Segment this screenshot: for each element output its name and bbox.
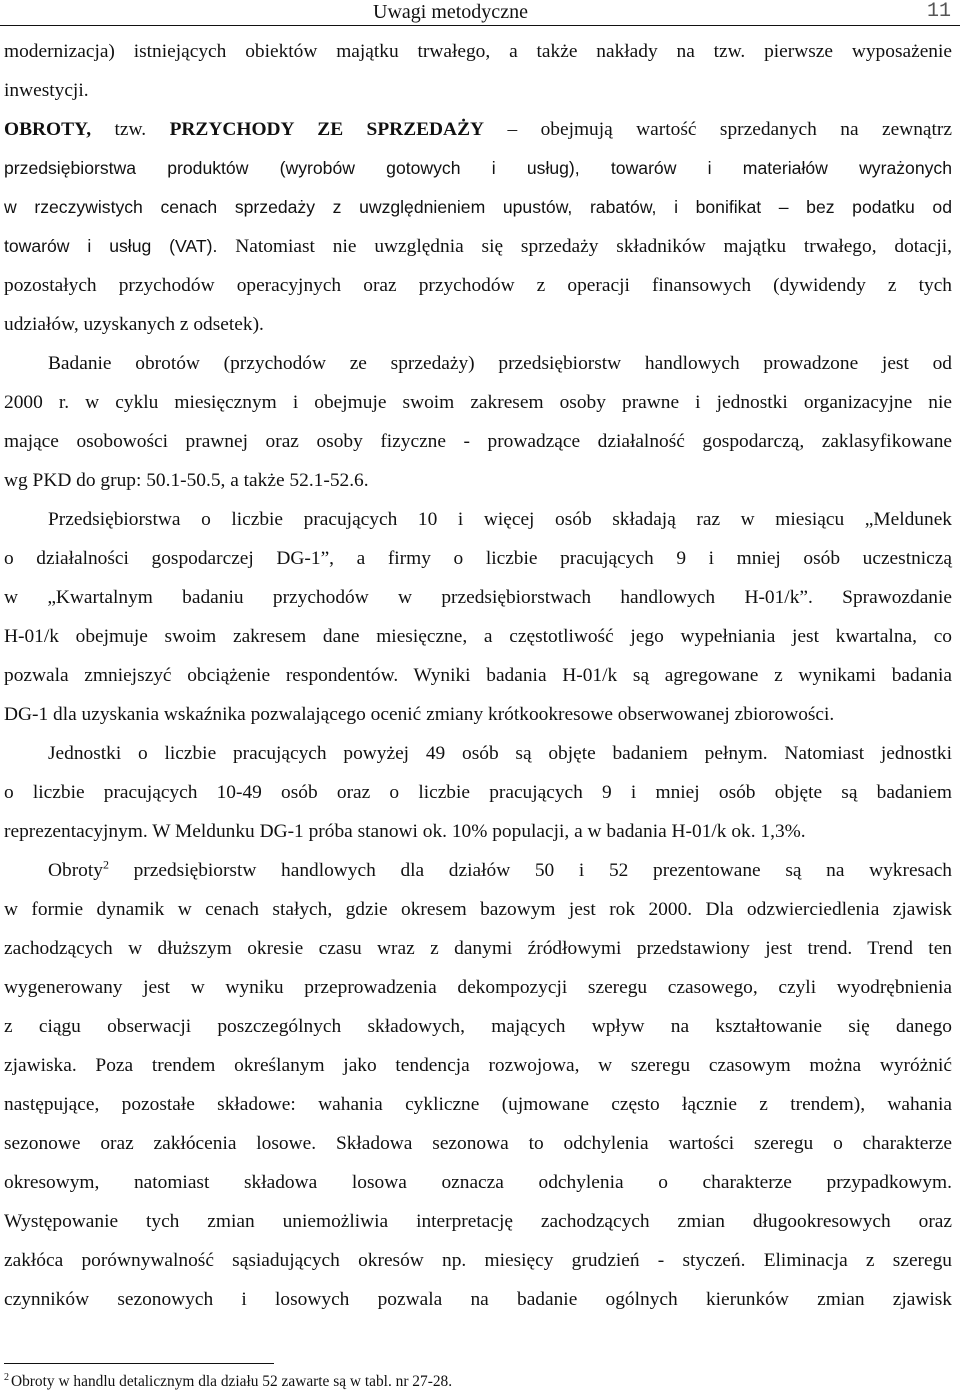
text-line: okresowym, natomiast składowa losowa oznacza odchylenia o charakterze przypadkowym.: [4, 1172, 952, 1193]
text-line: zjawiska. Poza trendem określanym jako tendencja rozwojowa, w szeregu czasowym można wyróżnić: [4, 1055, 952, 1076]
document-body: [4, 32, 952, 1319]
text-line: pozostałych przychodów operacyjnych oraz przychodów z operacji finansowych (dywidendy z tych: [4, 275, 952, 296]
header-rule: [0, 25, 960, 26]
text-fragment: towarów i usług (VAT).: [4, 236, 218, 256]
text-line: [4, 227, 952, 266]
paragraph-4: [4, 500, 952, 734]
text-line: H-01/k obejmuje swoim zakresem dane miesięczne, a częstotliwość jego wypełniania jest kwartalna, co: [4, 626, 952, 647]
text-line: zakłóca porównywalność sąsiadujących okresów np. miesięcy grudzień - styczeń. Eliminacja z szeregu: [4, 1250, 952, 1271]
text-line: [4, 110, 952, 149]
text-tzw: tzw.: [114, 119, 147, 140]
running-header: [0, 0, 960, 26]
footnote-text: Obroty w handlu detalicznym dla działu 52 zawarte są w tabl. nr 27-28.: [11, 1373, 453, 1390]
text-line: następujące, pozostałe składowe: wahania cykliczne (ujmowane często łącznie z trendem), wahania: [4, 1094, 952, 1115]
text-line: Badanie obrotów (przychodów ze sprzedaży) przedsiębiorstw handlowych prowadzone jest od: [48, 353, 952, 374]
footnote: [4, 1373, 452, 1391]
text-line: udziałów, uzyskanych z odsetek).: [4, 314, 264, 335]
header-title: Uwagi metodyczne: [373, 1, 528, 23]
text-line: wygenerowany jest w wyniku przeprowadzenia dekompozycji szeregu czasowego, czyli wyodrębnienia: [4, 977, 952, 998]
page-number: 11: [926, 0, 951, 23]
text-line: w formie dynamik w cenach stałych, gdzie okresem bazowym jest rok 2000. Dla odzwierciedlenia zjawisk: [4, 899, 952, 920]
paragraph-1: [4, 32, 952, 110]
text-line: sezonowe oraz zakłócenia losowe. Składowa sezonowa to odchylenia wartości szeregu o charakterze: [4, 1133, 952, 1154]
text-line: mające osobowości prawnej oraz osoby fizyczne - prowadzące działalność gospodarczą, zaklasyfikowane: [4, 431, 952, 452]
text-line: 2000 r. w cyklu miesięcznym i obejmuje swoim zakresem osoby prawne i jednostki organizacyjne nie: [4, 392, 952, 413]
text-line: o działalności gospodarczej DG-1”, a firmy o liczbie pracujących 9 i mniej osób uczestniczą: [4, 548, 952, 569]
footnote-number: 2: [4, 1371, 9, 1383]
text-line: pozwala zmniejszyć obciążenie respondentów. Wyniki badania H-01/k są agregowane z wynikami badania: [4, 665, 952, 686]
text-line: w rzeczywistych cenach sprzedaży z uwzględnieniem upustów, rabatów, i bonifikat – bez podatku od: [4, 197, 952, 217]
text-line: o liczbie pracujących 10-49 osób oraz o liczbie pracujących 9 i mniej osób objęte są badaniem: [4, 782, 952, 803]
text-line: modernizacja) istniejących obiektów majątku trwałego, a także nakłady na tzw. pierwsze wyposażenie: [4, 41, 952, 62]
text-line: Jednostki o liczbie pracujących powyżej 49 osób są objęte badaniem pełnym. Natomiast jednostki: [48, 743, 952, 764]
paragraph-2: [4, 110, 952, 344]
text-line: [4, 851, 952, 890]
term-obroty: OBROTY,: [4, 119, 92, 140]
paragraph-3: [4, 344, 952, 500]
text-line: z ciągu obserwacji poszczególnych składowych, mających wpływ na kształtowanie się danego: [4, 1016, 952, 1037]
text-line: inwestycji.: [4, 80, 89, 101]
text-line: czynników sezonowych i losowych pozwala na badanie ogólnych kierunków zmian zjawisk: [4, 1289, 952, 1310]
text-line: DG-1 dla uzyskania wskaźnika pozwalającego ocenić zmiany krótkookresowe obserwowanej zbiorowości.: [4, 704, 835, 725]
text-line: w „Kwartalnym badaniu przychodów w przedsiębiorstwach handlowych H-01/k”. Sprawozdanie: [4, 587, 952, 608]
paragraph-5: [4, 734, 952, 851]
text-line: zachodzących w dłuższym okresie czasu wraz z danymi źródłowymi przedstawiony jest trend. Trend ten: [4, 938, 952, 959]
footnote-separator: [4, 1363, 274, 1364]
text-fragment: przedsiębiorstw handlowych dla działów 50 i 52 prezentowane są na wykresach: [108, 860, 952, 881]
footnote-ref[interactable]: 2: [102, 857, 109, 872]
term-przychody: PRZYCHODY ZE SPRZEDAŻY: [169, 119, 485, 140]
text-line: reprezentacyjnym. W Meldunku DG-1 próba stanowi ok. 10% populacji, a w badania H-01/k ok. 1,3%.: [4, 821, 806, 842]
text-line: wg PKD do grup: 50.1-50.5, a także 52.1-52.6.: [4, 470, 369, 491]
paragraph-6: [4, 851, 952, 1319]
text-line: Przedsiębiorstwa o liczbie pracujących 10 i więcej osób składają raz w miesiącu „Meldunek: [48, 509, 952, 530]
text-line: Występowanie tych zmian uniemożliwia interpretację zachodzących zmian długookresowych oraz: [4, 1211, 952, 1232]
text-fragment: Obroty: [48, 860, 103, 881]
text-fragment: Natomiast nie uwzględnia się sprzedaży składników majątku trwałego, dotacji,: [217, 236, 953, 257]
text-fragment: – obejmują wartość sprzedanych na zewnątrz: [507, 119, 952, 140]
text-line: przedsiębiorstwa produktów (wyrobów gotowych i usług), towarów i materiałów wyrażonych: [4, 158, 952, 178]
